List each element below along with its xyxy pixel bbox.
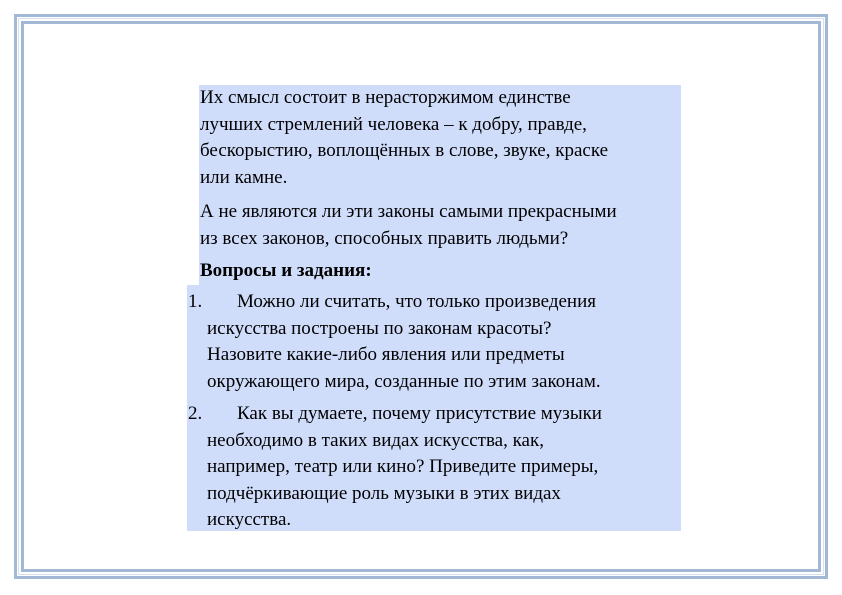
list-number: 1. xyxy=(188,291,203,312)
text-line: или камне. xyxy=(200,166,288,188)
heading-text: Вопросы и задания: xyxy=(200,260,372,281)
list-item-text xyxy=(207,401,677,534)
list-number: 2. xyxy=(188,403,203,424)
text-line: из всех законов, способных править людьми? xyxy=(200,227,569,249)
paragraph-meaning xyxy=(199,85,681,196)
text-line: например, театр или кино? Приведите примеры, xyxy=(207,456,599,477)
text-line: А не являются ли эти законы самыми прекрасными xyxy=(200,201,617,222)
text-line: бескорыстию, воплощённых в слове, звуке, краске xyxy=(200,140,609,161)
text-line: Как вы думаете, почему присутствие музыки xyxy=(237,403,602,424)
text-line: необходимо в таких видах искусства, как, xyxy=(207,429,544,451)
text-line: Их смысл состоит в нерасторжимом единстве xyxy=(200,87,571,108)
text-line: Назовите какие-либо явления или предметы xyxy=(207,344,565,365)
text-line: искусства. xyxy=(207,509,292,530)
list-item-text xyxy=(207,289,677,395)
text-line: лучших стремлений человека – к добру, правде, xyxy=(200,113,587,135)
paragraph-question xyxy=(199,196,681,254)
text-line: окружающего мира, созданные по этим законам. xyxy=(207,370,601,392)
section-heading xyxy=(199,254,681,285)
text-line: подчёркивающие роль музыки в этих видах xyxy=(207,482,561,504)
text-line: искусства построены по законам красоты? xyxy=(207,317,552,339)
text-line: Можно ли считать, что только произведения xyxy=(237,291,596,312)
questions-list xyxy=(187,285,681,531)
